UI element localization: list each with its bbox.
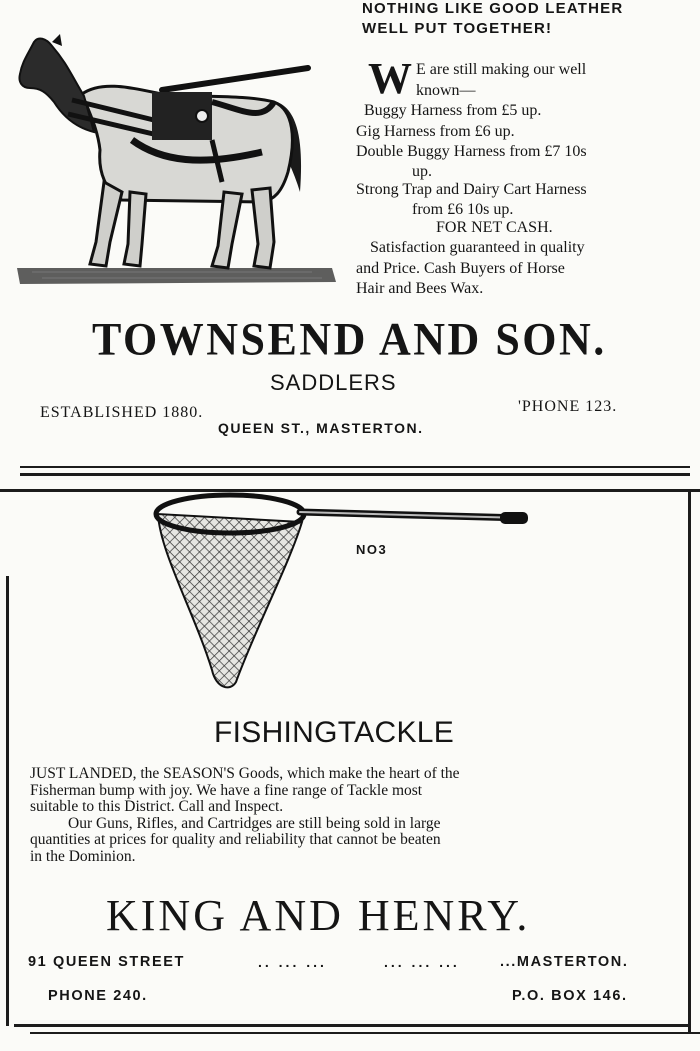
intro-line-1: E are still making our well — [416, 61, 587, 78]
bottom-rule — [14, 1024, 690, 1027]
price-double-buggy: Double Buggy Harness from £7 10s — [356, 143, 587, 161]
established-date: ESTABLISHED 1880. — [40, 404, 204, 421]
net-cash: FOR NET CASH. — [436, 218, 553, 236]
body-line-3: suitable to this District. Call and Inspect. — [30, 798, 284, 815]
townsend-ad — [0, 0, 700, 450]
net-number-label: NO3 — [356, 542, 388, 557]
phone-king-henry: PHONE 240. — [48, 988, 148, 1004]
divider-rule — [20, 466, 690, 468]
satisfaction-line-3: Hair and Bees Wax. — [356, 280, 484, 298]
price-buggy: Buggy Harness from £5 up. — [364, 102, 542, 120]
fishing-net-illustration — [150, 492, 535, 697]
phone-townsend: 'PHONE 123. — [518, 398, 618, 415]
body-line-4: Our Guns, Rifles, and Cartridges are still being sold in large — [68, 814, 441, 832]
border-left — [6, 576, 9, 1026]
heading-fishing-tackle: FISHINGTACKLE — [214, 716, 455, 749]
address-townsend: QUEEN ST., MASTERTON. — [218, 420, 424, 436]
leader-dots-1: .. ... ... — [258, 954, 327, 970]
satisfaction-line-2: and Price. Cash Buyers of Horse — [356, 259, 565, 277]
divider-rule — [20, 473, 690, 476]
body-line-6: in the Dominion. — [30, 847, 136, 865]
satisfaction-line-1: Satisfaction guaranteed in quality — [370, 239, 585, 257]
address-king-henry: 91 QUEEN STREET — [28, 954, 185, 970]
headline-line-2: WELL PUT TOGETHER! — [362, 20, 553, 37]
price-trap: Strong Trap and Dairy Cart Harness — [356, 180, 587, 198]
trade-saddlers: SADDLERS — [270, 370, 397, 395]
firm-name-townsend: TOWNSEND AND SON. — [92, 313, 607, 366]
body-line-2: Fisherman bump with joy. We have a fine range of Tackle most — [30, 781, 423, 799]
tackle-description — [30, 766, 692, 865]
leader-dots-2: ... ... ... — [384, 954, 460, 970]
price-trap-cont: from £6 10s up. — [412, 200, 514, 218]
bottom-rule — [30, 1032, 700, 1034]
body-line-1: JUST LANDED, the SEASON'S Goods, which make the heart of the — [30, 765, 460, 782]
intro-line-2: known— — [416, 81, 476, 99]
drop-cap: W — [368, 54, 412, 103]
body-line-5: quantities at prices for quality and reliability that cannot be beaten — [30, 831, 441, 848]
border-right — [688, 492, 691, 1032]
town-masterton: ...MASTERTON. — [500, 954, 629, 970]
king-henry-ad — [0, 492, 700, 1051]
headline-line-1: NOTHING LIKE GOOD LEATHER — [362, 0, 624, 17]
price-gig: Gig Harness from £6 up. — [356, 122, 515, 140]
firm-name-king-henry: KING AND HENRY. — [106, 891, 531, 940]
price-double-buggy-cont: up. — [412, 162, 432, 180]
po-box: P.O. BOX 146. — [512, 988, 628, 1004]
harness-price-list — [356, 54, 696, 300]
horse-illustration — [12, 32, 342, 294]
